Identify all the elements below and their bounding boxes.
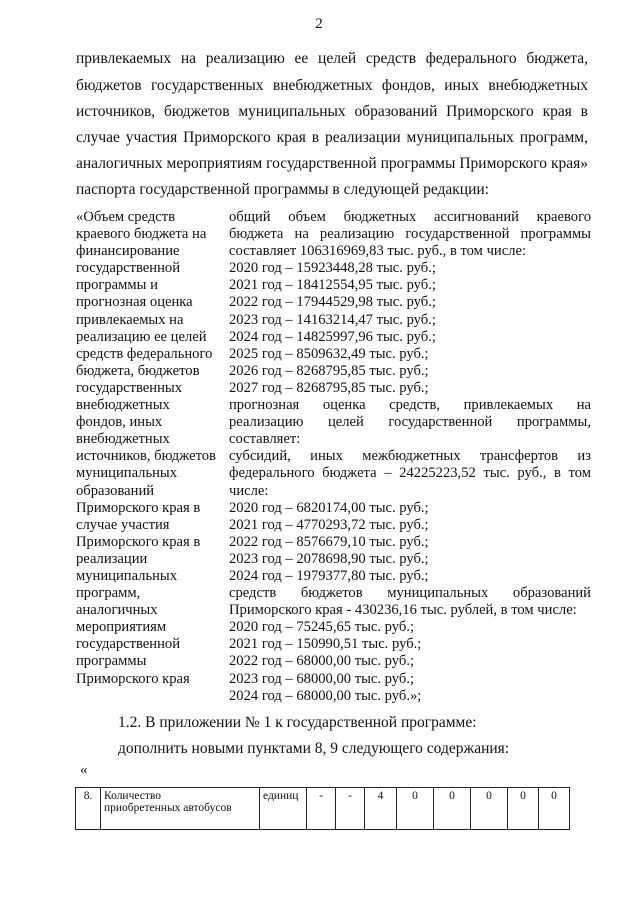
- intro-line: случае участия Приморского края в реализации муниципальных программ,: [76, 129, 588, 146]
- passport-field-label: [76, 209, 226, 688]
- label-line: привлекаемых на: [76, 311, 184, 328]
- label-line: государственной: [76, 636, 181, 653]
- label-line: прогнозная оценка: [76, 294, 193, 311]
- value-line: 2020 год – 75245,65 тыс. руб.;: [229, 619, 415, 636]
- value-line: бюджета на реализацию государственной программы: [229, 226, 591, 243]
- value-cell: 0: [539, 788, 570, 830]
- value-line: 2027 год – 8268795,85 тыс. руб.;: [229, 379, 429, 396]
- label-line: краевого бюджета на: [76, 226, 207, 243]
- label-line: государственной: [76, 260, 181, 277]
- label-line: внебюджетных: [76, 397, 170, 414]
- intro-line: привлекаемых на реализацию ее целей средств федерального бюджета,: [76, 50, 588, 67]
- label-line: образований: [76, 482, 155, 499]
- intro-line: бюджетов государственных внебюджетных фондов, иных внебюджетных: [76, 77, 588, 94]
- label-line: государственных: [76, 379, 183, 396]
- value-line: 2020 год – 15923448,28 тыс. руб.;: [229, 260, 436, 277]
- value-line: 2021 год – 18412554,95 тыс. руб.;: [229, 277, 436, 294]
- intro-line: аналогичных мероприятиям государственной программы Приморского края»: [76, 155, 588, 172]
- value-cell: 0: [397, 788, 434, 830]
- label-line: Приморского края в: [76, 533, 201, 550]
- table-row: [76, 788, 570, 830]
- value-line: 2022 год – 17944529,98 тыс. руб.;: [229, 294, 436, 311]
- value-cell: 0: [508, 788, 539, 830]
- value-line: составляет 106316969,83 тыс. руб., в том числе:: [229, 243, 527, 260]
- label-line: фондов, иных: [76, 414, 163, 431]
- label-line: бюджета, бюджетов: [76, 362, 200, 379]
- indicator-name-line: приобретенных автобусов: [104, 802, 232, 814]
- label-line: случае участия: [76, 516, 170, 533]
- paragraph-1-2: 1.2. В приложении № 1 к государственной программе:: [118, 714, 477, 731]
- value-line: 2022 год – 68000,00 тыс. руб.;: [229, 653, 415, 670]
- value-line: 2023 год – 2078698,90 тыс. руб.;: [229, 550, 429, 567]
- row-number: 8.: [76, 788, 101, 830]
- value-line: числе:: [229, 482, 269, 499]
- value-line: 2024 год – 1979377,80 тыс. руб.;: [229, 567, 429, 584]
- value-cell: -: [336, 788, 365, 830]
- value-line: общий объем бюджетных ассигнований краевого: [229, 209, 591, 225]
- value-cell: 4: [365, 788, 397, 830]
- value-cell: 0: [434, 788, 471, 830]
- value-line: средств бюджетов муниципальных образований: [229, 585, 591, 602]
- value-cell: 0: [471, 788, 508, 830]
- label-line: реализацию ее целей: [76, 328, 207, 345]
- label-line: средств федерального: [76, 345, 213, 362]
- value-line: федерального бюджета – 24225223,52 тыс. руб., в том: [229, 465, 591, 482]
- intro-line: источников, бюджетов муниципальных образований Приморского края в: [76, 103, 588, 120]
- value-line: 2021 год – 4770293,72 тыс. руб.;: [229, 516, 429, 533]
- label-line: Приморского края: [76, 670, 190, 687]
- paragraph-add-items: дополнить новыми пунктами 8, 9 следующего содержания:: [118, 740, 510, 757]
- value-line: 2020 год – 6820174,00 тыс. руб.;: [229, 499, 429, 516]
- label-line: финансирование: [76, 243, 180, 260]
- label-line: реализации: [76, 550, 148, 567]
- value-line: 2024 год – 14825997,96 тыс. руб.;: [229, 328, 436, 345]
- value-line: 2025 год – 8509632,49 тыс. руб.;: [229, 345, 429, 362]
- value-line: прогнозная оценка средств, привлекаемых на: [229, 397, 591, 414]
- value-line: 2026 год – 8268795,85 тыс. руб.;: [229, 362, 429, 379]
- value-line: составляет:: [229, 431, 301, 448]
- page-number: 2: [315, 16, 323, 32]
- label-line: Приморского края в: [76, 499, 201, 516]
- label-line: муниципальных: [76, 465, 178, 482]
- passport-field-value: [229, 209, 591, 705]
- intro-line: паспорта государственной программы в следующей редакции:: [76, 181, 489, 198]
- indicators-table: [75, 787, 570, 830]
- value-line: реализацию целей государственной программы,: [229, 414, 591, 431]
- value-line: Приморского края - 430236,16 тыс. рублей, в том числе:: [229, 602, 577, 619]
- label-line: «Объем средств: [76, 209, 176, 225]
- label-line: программ,: [76, 585, 141, 602]
- value-line: субсидий, иных межбюджетных трансфертов из: [229, 448, 591, 465]
- open-quote: «: [80, 762, 88, 778]
- indicator-name-line: Количество: [104, 790, 161, 802]
- value-line: 2023 год – 14163214,47 тыс. руб.;: [229, 311, 436, 328]
- indicator-name: [101, 788, 260, 830]
- value-line: 2021 год – 150990,51 тыс. руб.;: [229, 636, 422, 653]
- unit-cell: единиц: [260, 788, 307, 830]
- label-line: программы и: [76, 277, 158, 294]
- value-line: 2024 год – 68000,00 тыс. руб.»;: [229, 687, 422, 704]
- label-line: аналогичных: [76, 602, 158, 619]
- label-line: мероприятиям: [76, 619, 167, 636]
- label-line: внебюджетных: [76, 431, 170, 448]
- value-cell: -: [307, 788, 336, 830]
- value-line: 2023 год – 68000,00 тыс. руб.;: [229, 670, 415, 687]
- label-line: программы: [76, 653, 147, 670]
- label-line: муниципальных: [76, 567, 178, 584]
- value-line: 2022 год – 8576679,10 тыс. руб.;: [229, 533, 429, 550]
- label-line: источников, бюджетов: [76, 448, 216, 465]
